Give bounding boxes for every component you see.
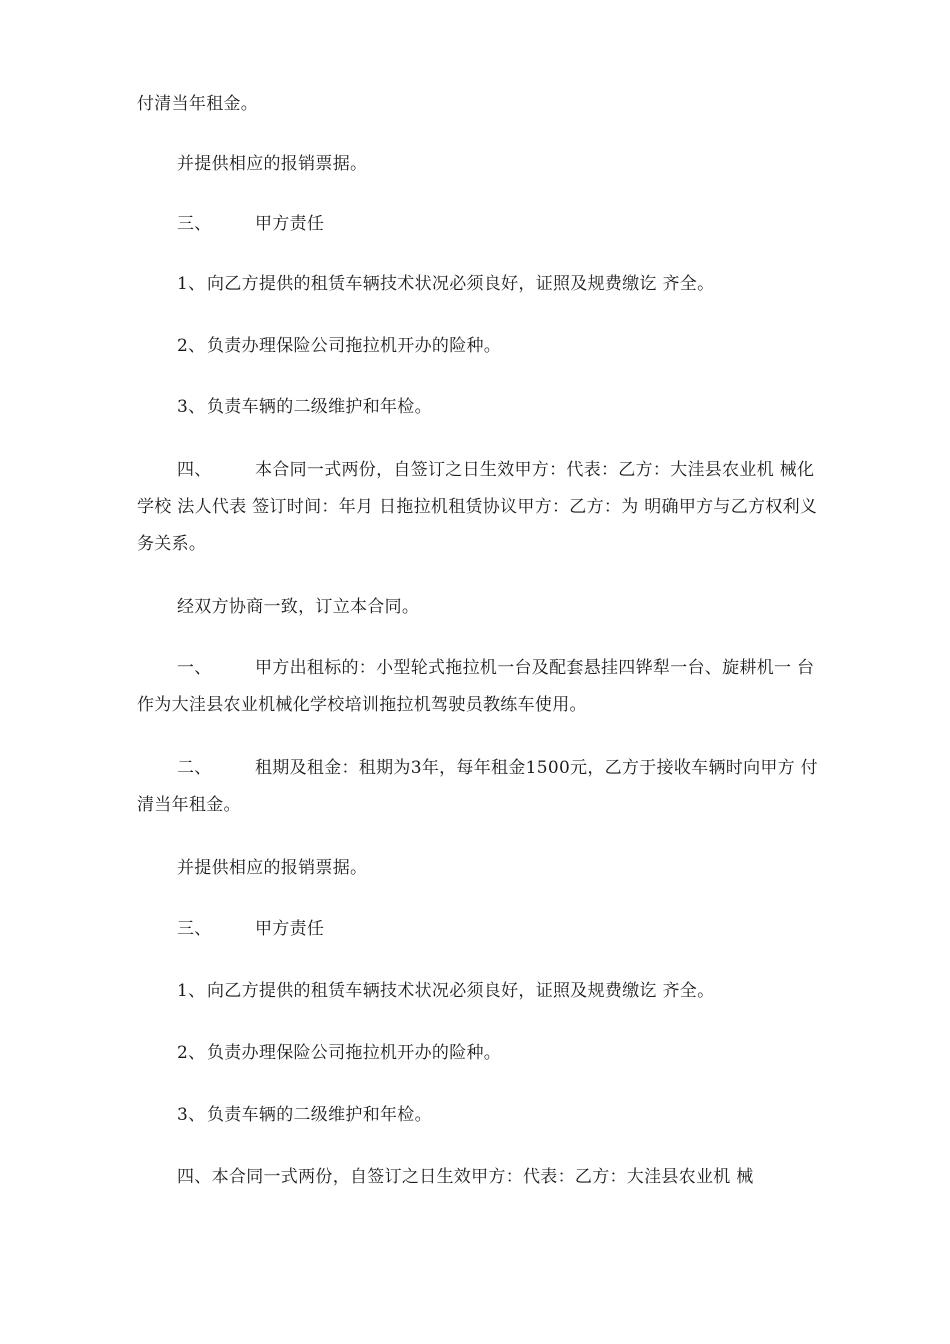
clause-2: [137, 328, 821, 365]
clause-1b: [137, 973, 821, 1010]
section-2-paragraph: [137, 750, 821, 824]
section-number: 一、: [177, 658, 212, 678]
section-heading-3b: [137, 911, 821, 948]
clause-text: 负责车辆的二级维护和年检。: [207, 397, 432, 417]
section-text: 租期及租金：租期为3年，每年租金1500元，乙方于接收车辆时向甲方 付清当年租金。: [137, 758, 818, 815]
clause-3: [137, 389, 821, 426]
paragraph-10: [137, 850, 821, 887]
clause-number: 1、: [177, 274, 206, 294]
clause-3b: [137, 1097, 821, 1134]
section-number: 三、: [177, 919, 212, 939]
section-1-paragraph: [137, 650, 821, 724]
paragraph-text: 并提供相应的报销票据。: [177, 858, 368, 878]
paragraph-text: 并提供相应的报销票据。: [177, 154, 368, 174]
clause-text: 负责办理保险公司拖拉机开办的险种。: [207, 336, 502, 356]
clause-number: 2、: [177, 1043, 206, 1063]
clause-text: 向乙方提供的租赁车辆技术状况必须良好，证照及规费缴讫 齐全。: [207, 274, 715, 294]
paragraph-text: 付清当年租金。: [137, 94, 259, 114]
paragraph-0: [137, 86, 821, 123]
clause-number: 1、: [177, 981, 206, 1001]
paragraph-1: [137, 146, 821, 183]
clause-number: 2、: [177, 336, 206, 356]
section-title: 甲方责任: [255, 919, 325, 939]
clause-2b: [137, 1035, 821, 1072]
section-4-paragraph: [137, 452, 821, 563]
clause-text: 负责车辆的二级维护和年检。: [207, 1105, 432, 1125]
paragraph-7: [137, 589, 821, 626]
section-number: 二、: [177, 758, 212, 778]
section-text: 本合同一式两份，自签订之日生效甲方：代表：乙方：大洼县农业机 械化学校 法人代表 签订时间：年月 日拖拉机租赁协议甲方：乙方：为 明确甲方与乙方权利义务关系。: [137, 460, 818, 554]
section-text: 甲方出租标的：小型轮式拖拉机一台及配套悬挂四铧犁一台、旋耕机一 台作为大洼县农业机械化学校培训拖拉机驾驶员教练车使用。: [137, 658, 815, 715]
clause-text: 负责办理保险公司拖拉机开办的险种。: [207, 1043, 502, 1063]
clause-number: 3、: [177, 397, 206, 417]
paragraph-15: [137, 1159, 821, 1196]
clause-text: 向乙方提供的租赁车辆技术状况必须良好，证照及规费缴讫 齐全。: [207, 981, 715, 1001]
clause-number: 3、: [177, 1105, 206, 1125]
clause-1: [137, 266, 821, 303]
section-heading-3: [137, 206, 821, 243]
section-number: 三、: [177, 214, 212, 234]
paragraph-text: 经双方协商一致，订立本合同。: [177, 597, 420, 617]
paragraph-text: 四、本合同一式两份，自签订之日生效甲方：代表：乙方：大洼县农业机 械: [177, 1167, 754, 1187]
section-title: 甲方责任: [255, 214, 325, 234]
section-number: 四、: [177, 460, 212, 480]
